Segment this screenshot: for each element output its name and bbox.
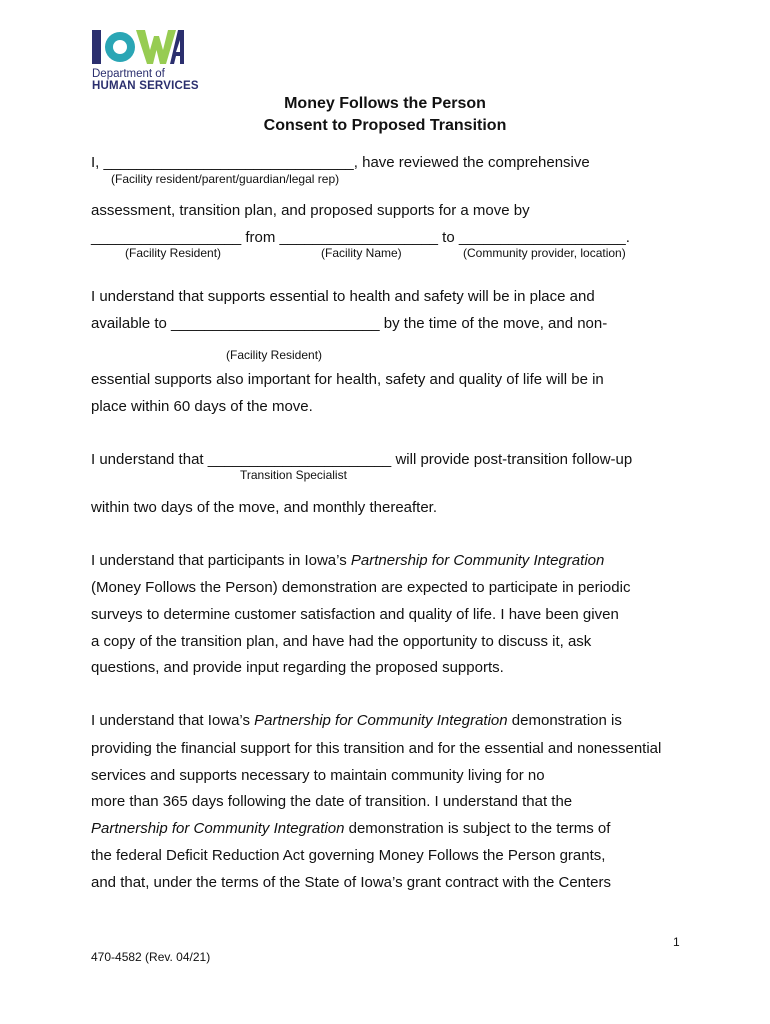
para5-line1-text: I understand that Iowa’s bbox=[91, 712, 255, 729]
para5-line6: the federal Deficit Reduction Act governing Money Follows the Person grants, bbox=[91, 847, 606, 864]
iowa-logo-icon bbox=[92, 28, 184, 66]
para4-line4: a copy of the transition plan, and have had the opportunity to discuss it, ask bbox=[91, 633, 592, 650]
para5-program-name-2: Partnership for Community Integration bbox=[91, 820, 345, 837]
page-number: 1 bbox=[673, 935, 680, 949]
title-line2: Consent to Proposed Transition bbox=[263, 117, 507, 134]
para2-caption-resident: (Facility Resident) bbox=[226, 348, 323, 362]
para3-line1: I understand that ______________________ will provide post-transition follow-up bbox=[91, 451, 633, 468]
para1-line2: assessment, transition plan, and proposed supports for a move by bbox=[91, 202, 530, 219]
para5-line3: services and supports necessary to maintain community living for no bbox=[91, 767, 545, 784]
para1-line3: __________________ from ___________________ to ____________________. bbox=[91, 229, 630, 246]
para5-line1 bbox=[91, 712, 622, 729]
para2-line3: essential supports also important for health, safety and quality of life will be in bbox=[91, 371, 604, 388]
department-line1: Department of bbox=[92, 68, 165, 80]
para1-line1: I, ______________________________, have reviewed the comprehensive bbox=[91, 154, 590, 171]
para4-line5: questions, and provide input regarding the proposed supports. bbox=[91, 659, 504, 676]
para4-line1 bbox=[91, 552, 604, 569]
para1-caption-community: (Community provider, location) bbox=[463, 246, 626, 260]
para5-line5-text: demonstration is subject to the terms of bbox=[344, 820, 611, 837]
para5-line1-end: demonstration is bbox=[507, 712, 622, 729]
para4-line2: (Money Follows the Person) demonstration are expected to participate in periodic bbox=[91, 579, 631, 596]
para1-caption-resident: (Facility Resident) bbox=[125, 246, 222, 260]
para2-line2: available to _________________________ by the time of the move, and non- bbox=[91, 315, 608, 332]
para5-line4: more than 365 days following the date of transition. I understand that the bbox=[91, 793, 573, 810]
para2-line4: place within 60 days of the move. bbox=[91, 398, 313, 415]
para5-line7: and that, under the terms of the State of Iowa’s grant contract with the Centers bbox=[91, 874, 612, 891]
department-line2: HUMAN SERVICES bbox=[92, 80, 199, 92]
para4-program-name: Partnership for Community Integration bbox=[350, 552, 605, 569]
para5-line5 bbox=[91, 820, 610, 837]
para3-caption-specialist: Transition Specialist bbox=[240, 468, 347, 482]
form-number: 470-4582 (Rev. 04/21) bbox=[91, 950, 211, 964]
para3-line2: within two days of the move, and monthly thereafter. bbox=[91, 499, 438, 516]
department-name bbox=[92, 68, 199, 92]
para2-line1: I understand that supports essential to health and safety will be in place and bbox=[91, 288, 595, 305]
para5-program-name: Partnership for Community Integration bbox=[254, 712, 508, 729]
para1-caption-facility: (Facility Name) bbox=[321, 246, 402, 260]
para4-line1-text: I understand that participants in Iowa’s bbox=[91, 552, 351, 569]
para5-line2: providing the financial support for this transition and for the essential and nonessential bbox=[91, 740, 662, 757]
para4-line3: surveys to determine customer satisfaction and quality of life. I have been given bbox=[91, 606, 619, 623]
title-line1: Money Follows the Person bbox=[284, 95, 486, 112]
para1-caption-legal-rep: (Facility resident/parent/guardian/legal rep) bbox=[111, 172, 340, 186]
